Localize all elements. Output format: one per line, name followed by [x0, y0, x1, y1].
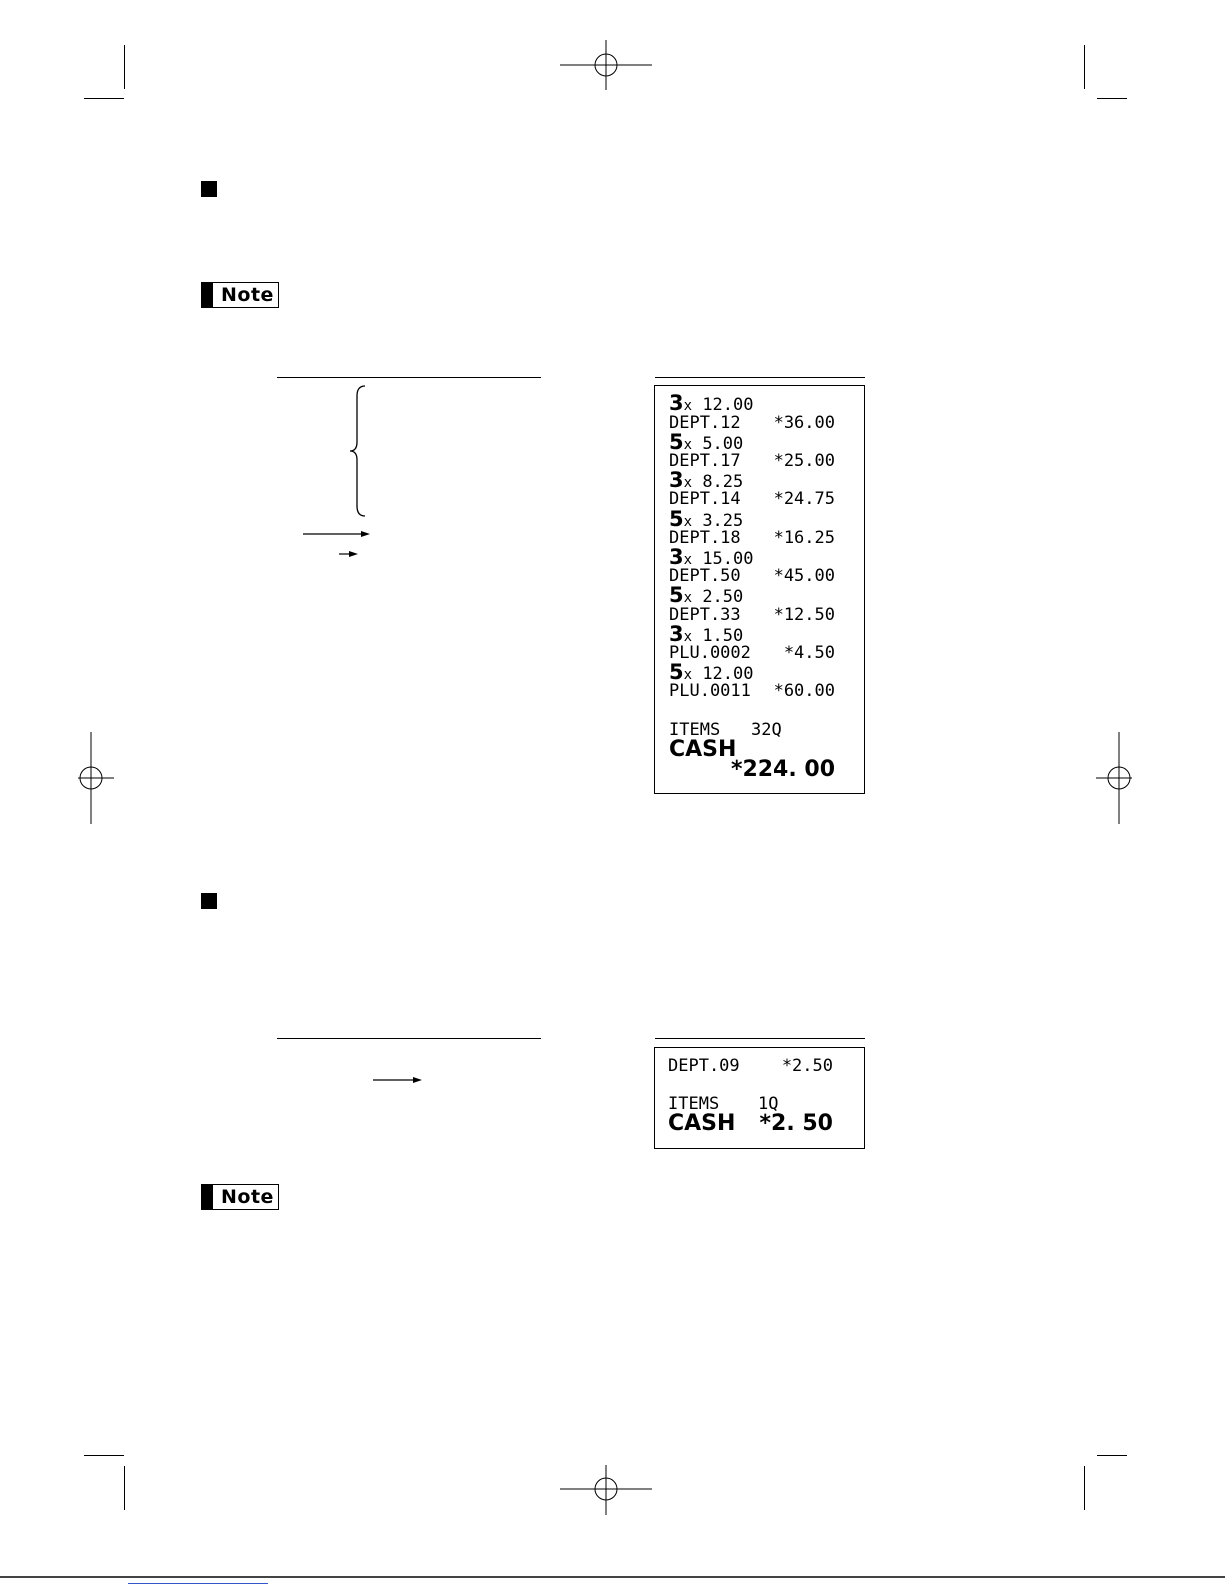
note-label: Note — [221, 284, 274, 306]
arrow-2 — [339, 549, 359, 559]
receipt-qty-line: 3x 12.00 — [669, 391, 754, 415]
registration-mark-top — [560, 40, 652, 90]
registration-mark-right — [1096, 732, 1132, 824]
receipt-items-label: ITEMS — [669, 720, 721, 740]
section-bullet-1 — [201, 181, 217, 197]
receipt-amount: *24.75 — [773, 489, 835, 509]
receipt-amount: *2.50 — [781, 1056, 833, 1076]
receipt-amount: *25.00 — [773, 451, 835, 471]
receipt-dept-label: PLU.0002 — [669, 643, 751, 663]
note-badge-1 — [201, 282, 279, 308]
receipt-dept-label: DEPT.50 — [669, 566, 741, 586]
receipt-amount: *16.25 — [773, 528, 835, 548]
arrow-1 — [303, 529, 371, 539]
section-bullet-2 — [201, 893, 217, 909]
receipt-items-count: 1Q — [758, 1094, 779, 1114]
registration-mark-left — [78, 732, 114, 824]
receipt-amount: *36.00 — [773, 413, 835, 433]
note-badge-2 — [201, 1184, 279, 1210]
receipt-cash-label: CASH — [669, 737, 737, 762]
receipt-dept-label: DEPT.14 — [669, 489, 741, 509]
key-operation-rule-2 — [277, 1038, 541, 1039]
receipt-dept-label: DEPT.18 — [669, 528, 741, 548]
receipt-total: *2. 50 — [759, 1111, 833, 1136]
arrow-3 — [373, 1075, 423, 1085]
receipt-qty-line: 3x 1.50 — [669, 622, 744, 646]
receipt-qty-line: 5x 5.00 — [669, 430, 744, 454]
receipt-dept-label: DEPT.17 — [669, 451, 741, 471]
receipt-amount: *4.50 — [783, 643, 835, 663]
registration-mark-bottom — [560, 1465, 652, 1515]
print-rule-2 — [655, 1038, 865, 1039]
receipt-dept-label: DEPT.12 — [669, 413, 741, 433]
receipt-dept-label: DEPT.09 — [668, 1056, 740, 1076]
receipt-qty-line: 5x 3.25 — [669, 507, 744, 531]
receipt-amount: *45.00 — [773, 566, 835, 586]
note-label: Note — [221, 1186, 274, 1208]
receipt-qty-line: 5x 12.00 — [669, 660, 754, 684]
receipt-qty-line: 5x 2.50 — [669, 583, 744, 607]
receipt-total: *224. 00 — [730, 757, 835, 782]
receipt-dept-label: DEPT.33 — [669, 605, 741, 625]
receipt-2 — [654, 1047, 865, 1149]
receipt-amount: *60.00 — [773, 681, 835, 701]
receipt-dept-label: PLU.0011 — [669, 681, 751, 701]
receipt-cash-label: CASH — [668, 1111, 736, 1136]
receipt-items-count: 32Q — [751, 720, 782, 740]
brace — [348, 384, 370, 518]
print-rule-1 — [655, 377, 865, 378]
receipt-qty-line: 3x 8.25 — [669, 468, 744, 492]
footer-rule — [0, 1576, 1225, 1578]
receipt-qty-line: 3x 15.00 — [669, 545, 754, 569]
key-operation-rule-1 — [277, 377, 541, 378]
receipt-amount: *12.50 — [773, 605, 835, 625]
receipt-items-label: ITEMS — [668, 1094, 720, 1114]
footer-link-mark — [128, 1583, 268, 1584]
receipt-1 — [654, 385, 865, 794]
